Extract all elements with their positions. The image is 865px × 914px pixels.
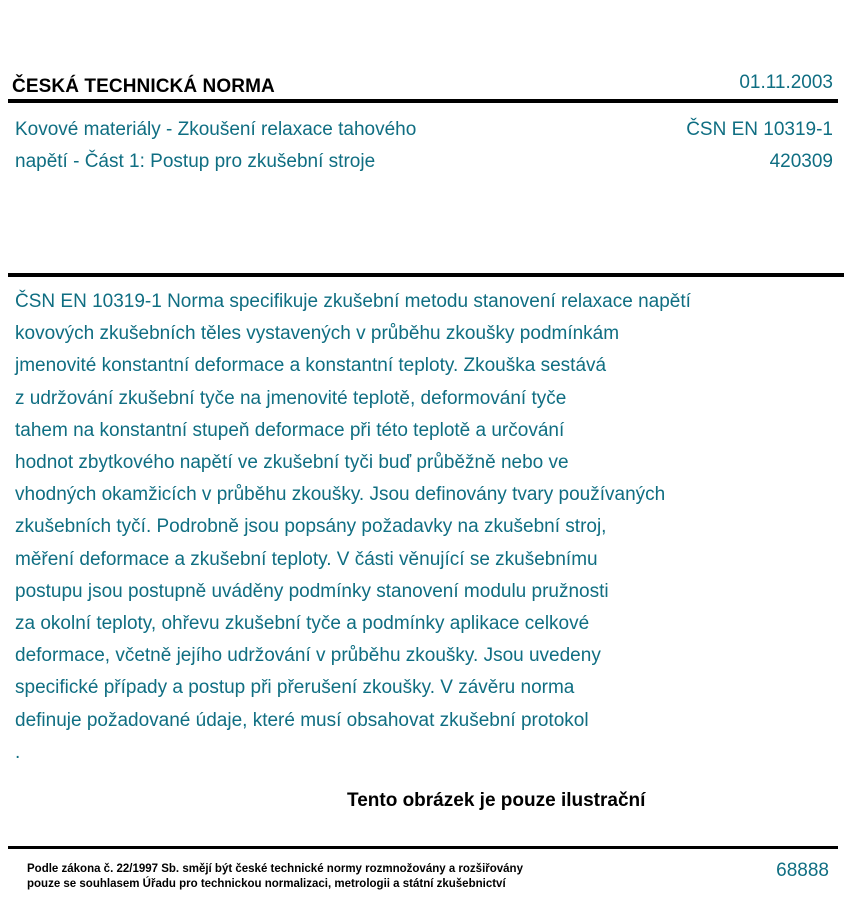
abstract-line: ČSN EN 10319-1 Norma specifikuje zkušební metodu stanovení relaxace napětí — [15, 291, 691, 312]
legal-notice-line: Podle zákona č. 22/1997 Sb. smějí být české technické normy rozmnožovány a rozšiřovány — [27, 863, 523, 875]
document-title-line: napětí - Část 1: Postup pro zkušební stroje — [15, 151, 376, 172]
abstract-line: za okolní teploty, ohřevu zkušební tyče a podmínky aplikace celkové — [15, 613, 590, 635]
legal-notice-line: pouze se souhlasem Úřadu pro technickou normalizaci, metrologii a státní zkušebnictví — [27, 878, 506, 890]
abstract-line: měření deformace a zkušební teploty. V části věnující se zkušebnímu — [15, 548, 598, 570]
header-divider — [8, 99, 838, 103]
abstract-line: kovových zkušebních těles vystavených v průběhu zkoušky podmínkám — [15, 323, 620, 345]
publication-date: 01.11.2003 — [739, 72, 833, 93]
abstract-line: deformace, včetně jejího udržování v průběhu zkoušky. Jsou uvedeny — [15, 645, 601, 667]
abstract-line: definuje požadované údaje, které musí obsahovat zkušební protokol — [15, 709, 589, 731]
abstract-line: vhodných okamžicích v průběhu zkoušky. Jsou definovány tvary používaných — [15, 484, 666, 506]
abstract-line: postupu jsou postupně uváděny podmínky stanovení modulu pružnosti — [15, 580, 609, 602]
abstract-line: specifické případy a postup při přerušení zkoušky. V závěru norma — [15, 677, 575, 699]
abstract-text — [15, 286, 795, 769]
classification-number: 420309 — [769, 151, 833, 172]
abstract-line: hodnot zbytkového napětí ve zkušební tyči buď průběžně nebo ve — [15, 452, 569, 474]
document-codes — [686, 114, 833, 178]
document-number: 68888 — [776, 860, 829, 881]
abstract-line: tahem na konstantní stupeň deformace při této teplotě a určování — [15, 419, 565, 441]
abstract-line: . — [15, 741, 21, 763]
abstract-line: jmenovité konstantní deformace a konstantní teploty. Zkouška sestává — [15, 355, 607, 377]
document-title-line: Kovové materiály - Zkoušení relaxace tahového — [15, 119, 417, 140]
footer-divider — [8, 846, 838, 849]
abstract-line: z udržování zkušební tyče na jmenovité teplotě, deformování tyče — [15, 387, 567, 409]
standard-code: ČSN EN 10319-1 — [686, 119, 833, 140]
section-divider — [8, 273, 844, 277]
illustration-disclaimer: Tento obrázek je pouze ilustrační — [347, 790, 646, 811]
legal-notice — [27, 862, 523, 892]
standard-header-title: ČESKÁ TECHNICKÁ NORMA — [12, 76, 275, 97]
document-title — [15, 114, 535, 178]
abstract-line: zkušebních tyčí. Podrobně jsou popsány požadavky na zkušební stroj, — [15, 516, 607, 538]
